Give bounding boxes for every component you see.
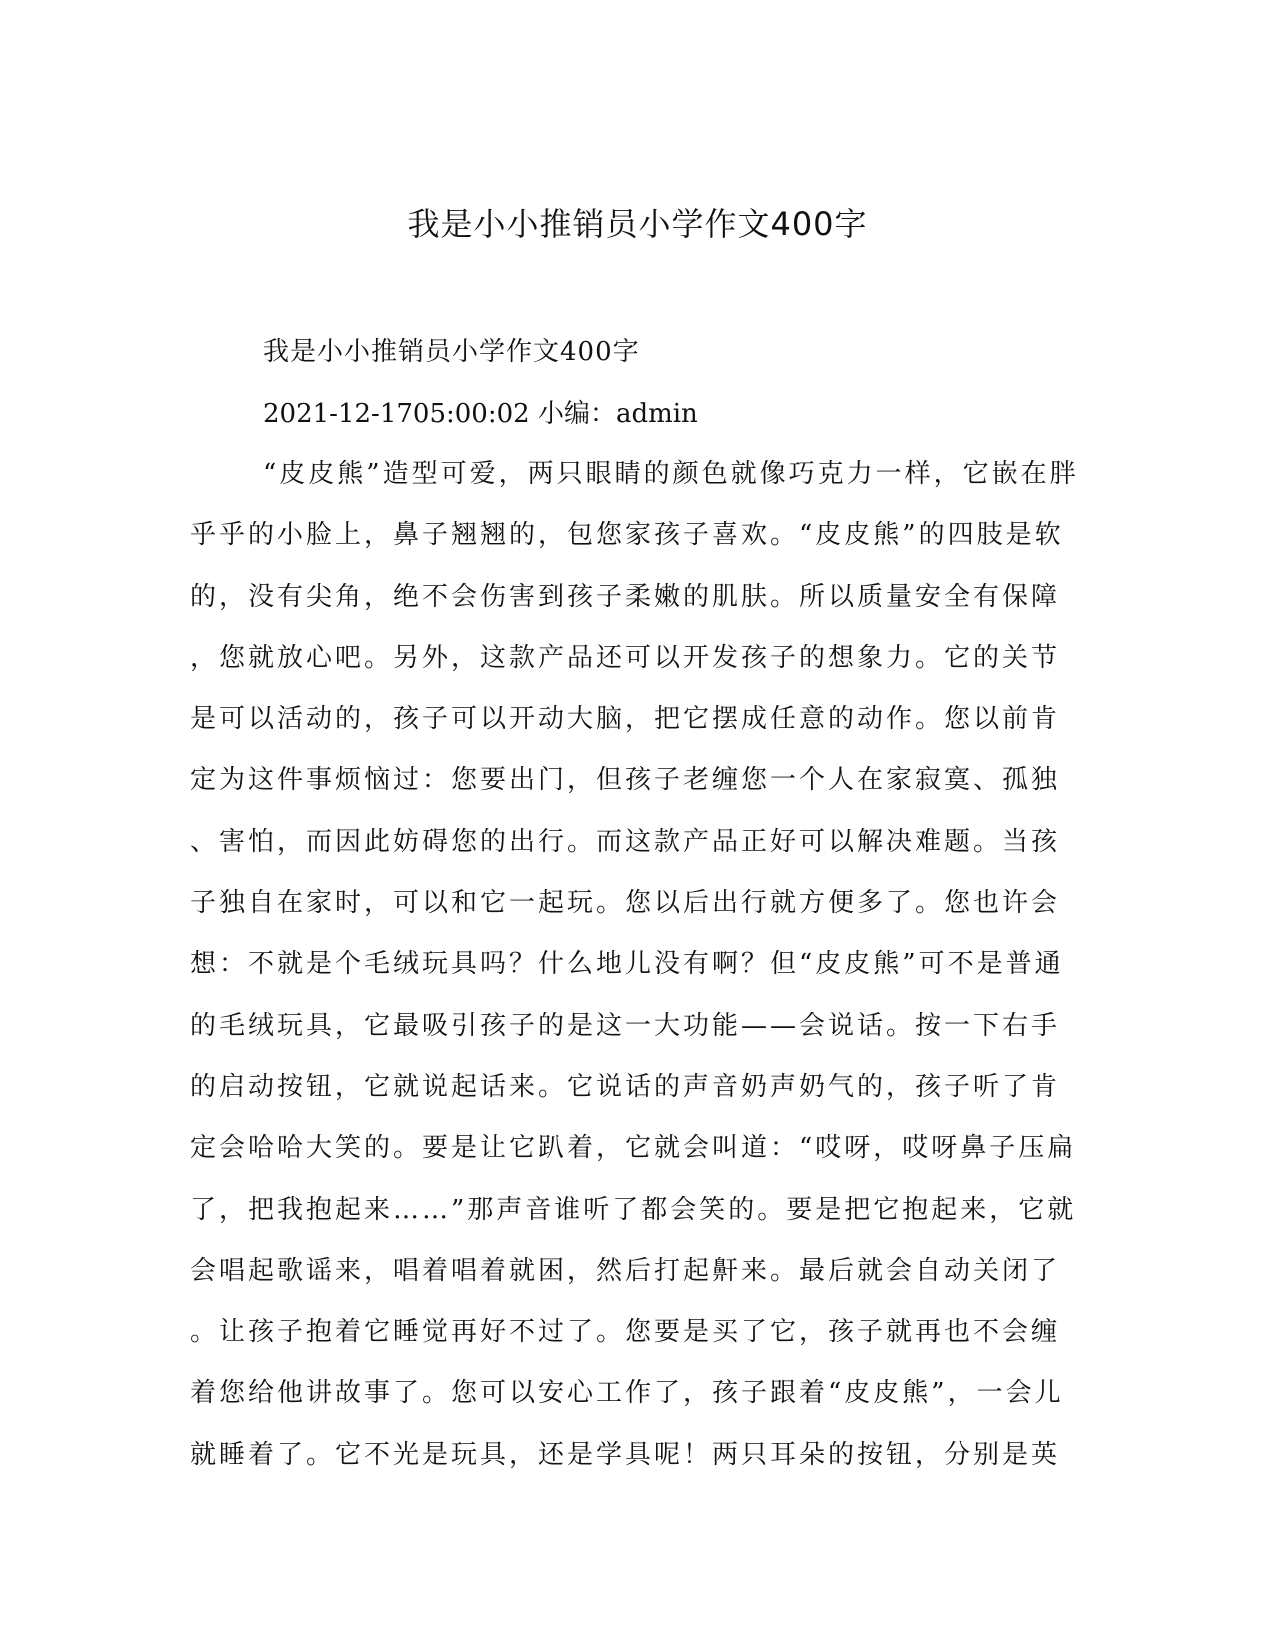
- body-line: 是可以活动的，孩子可以开动大脑，把它摆成任意的动作。您以前肯: [190, 704, 1061, 735]
- body-line: 就睡着了。它不光是玩具，还是学具呢！两只耳朵的按钮，分别是英: [190, 1439, 1061, 1470]
- body-line: 的，没有尖角，绝不会伤害到孩子柔嫩的肌肤。所以质量安全有保障: [190, 581, 1061, 612]
- body-line: “皮皮熊”造型可爱，两只眼睛的颜色就像巧克力一样，它嵌在胖: [263, 459, 1079, 489]
- body-line: 的毛绒玩具，它最吸引孩子的是这一大功能——会说话。按一下右手: [190, 1010, 1061, 1041]
- body-line: 定为这件事烦恼过：您要出门，但孩子老缠您一个人在家寂寞、孤独: [190, 765, 1061, 796]
- article-date-author: 2021-12-1705:00:02 小编：admin: [263, 399, 698, 429]
- body-line: 想：不就是个毛绒玩具吗？什么地儿没有啊？但“皮皮熊”可不是普通: [190, 949, 1064, 980]
- body-line: 、害怕，而因此妨碍您的出行。而这款产品正好可以解决难题。当孩: [190, 826, 1061, 857]
- body-line: ，您就放心吧。另外，这款产品还可以开发孩子的想象力。它的关节: [190, 642, 1061, 673]
- body-line: 。让孩子抱着它睡觉再好不过了。您要是买了它，孩子就再也不会缠: [190, 1317, 1061, 1348]
- article-body: [190, 454, 1079, 1496]
- body-line: 定会哈哈大笑的。要是让它趴着，它就会叫道：“哎呀，哎呀鼻子压扁: [190, 1133, 1077, 1164]
- body-line: 子独自在家时，可以和它一起玩。您以后出行就方便多了。您也许会: [190, 888, 1061, 919]
- article-subtitle: 我是小小推销员小学作文400字: [263, 337, 640, 367]
- body-line: 了，把我抱起来……”那声音谁听了都会笑的。要是把它抱起来，它就: [190, 1194, 1077, 1225]
- body-line: 的启动按钮，它就说起话来。它说话的声音奶声奶气的，孩子听了肯: [190, 1071, 1061, 1102]
- body-line: 乎乎的小脸上，鼻子翘翘的，包您家孩子喜欢。“皮皮熊”的四肢是软: [190, 520, 1064, 551]
- body-line: 着您给他讲故事了。您可以安心工作了，孩子跟着“皮皮熊”，一会儿: [190, 1378, 1064, 1409]
- page-title: 我是小小推销员小学作文400字: [407, 205, 868, 243]
- body-line: 会唱起歌谣来，唱着唱着就困，然后打起鼾来。最后就会自动关闭了: [190, 1255, 1061, 1286]
